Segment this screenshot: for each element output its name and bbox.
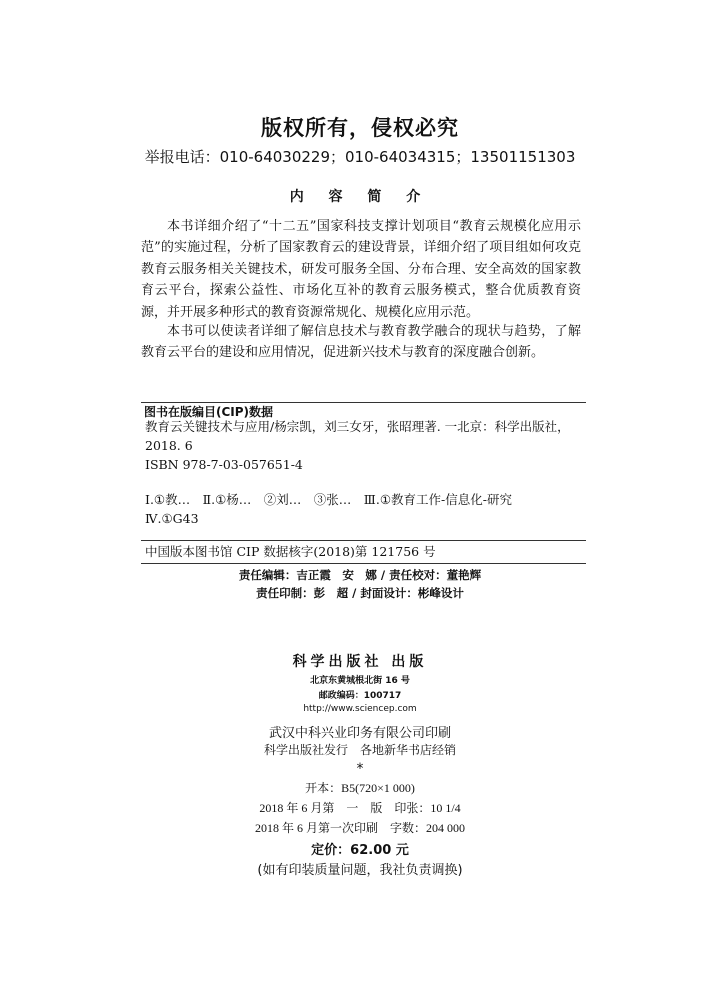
quality-notice: (如有印装质量问题，我社负责调换) (257, 863, 463, 878)
cip-heading-label: 图书在版编目(CIP)数据 (144, 405, 274, 419)
cip-heading (141, 402, 586, 417)
cip-classification-1: Ⅰ.①教… Ⅱ.①杨… ②刘… ③张… Ⅲ.①教育工作-信息化-研究 (145, 492, 512, 507)
report-phone-line: 举报电话：010-64030229；010-64034315；13501151303 (144, 148, 576, 166)
price-line: 定价：62.00 元 (311, 843, 409, 858)
cip-record-number: 中国版本图书馆 CIP 数据核字(2018)第 121756 号 (145, 544, 436, 559)
copyright-title: 版权所有，侵权必究 (261, 116, 459, 140)
cip-classification-2: Ⅳ.①G43 (145, 511, 199, 526)
editor-credits: 责任编辑：吉正霞 安 娜 / 责任校对：董艳辉 (238, 568, 482, 582)
cip-divider-bottom (141, 563, 586, 564)
book-format: 开本：B5(720×1 000) (305, 781, 415, 795)
summary-paragraph-1: 本书详细介绍了“十二五”国家科技支撑计划项目“教育云规模化应用示范”的实施过程，分析了国家教育云的建设背景，详细介绍了项目组如何攻克教育云服务相关关键技术，研发可服务全国、分布合理、安全高效的国家教育云平台，探索公益性、市场化互补的教育云服务模式，整合优质教育资源，并开展多种形式的教育资源常规化、规模化应用示范。 (141, 219, 581, 320)
cip-divider-top (141, 540, 586, 541)
cip-isbn: ISBN 978-7-03-057651-4 (145, 457, 303, 472)
publisher-url: http://www.sciencep.com (303, 704, 417, 714)
publisher-line: 科学出版社 出版 (292, 654, 428, 670)
publisher-zipcode: 邮政编码：100717 (318, 691, 402, 701)
distributor-line: 科学出版社发行 各地新华书店经销 (263, 743, 456, 757)
cip-title-line: 教育云关键技术与应用/杨宗凯，刘三女牙，张昭理著. 一北京：科学出版社， (145, 419, 570, 434)
edition-line: 2018 年 6 月第 一 版 印张：10 1/4 (259, 801, 461, 815)
printer-line: 武汉中科兴业印务有限公司印刷 (268, 726, 451, 741)
cip-date-line: 2018. 6 (145, 438, 193, 453)
summary-heading: 内 容 简 介 (289, 189, 431, 205)
separator-star: * (356, 761, 364, 777)
production-credits: 责任印制：彭 超 / 封面设计：彬峰设计 (256, 586, 464, 600)
summary-paragraph-2: 本书可以使读者详细了解信息技术与教育教学融合的现状与趋势，了解教育云平台的建设和应用情况，促进新兴技术与教育的深度融合创新。 (141, 324, 581, 361)
publisher-address: 北京东黄城根北街 16 号 (310, 676, 410, 686)
printing-line: 2018 年 6 月第一次印刷 字数：204 000 (254, 821, 465, 835)
